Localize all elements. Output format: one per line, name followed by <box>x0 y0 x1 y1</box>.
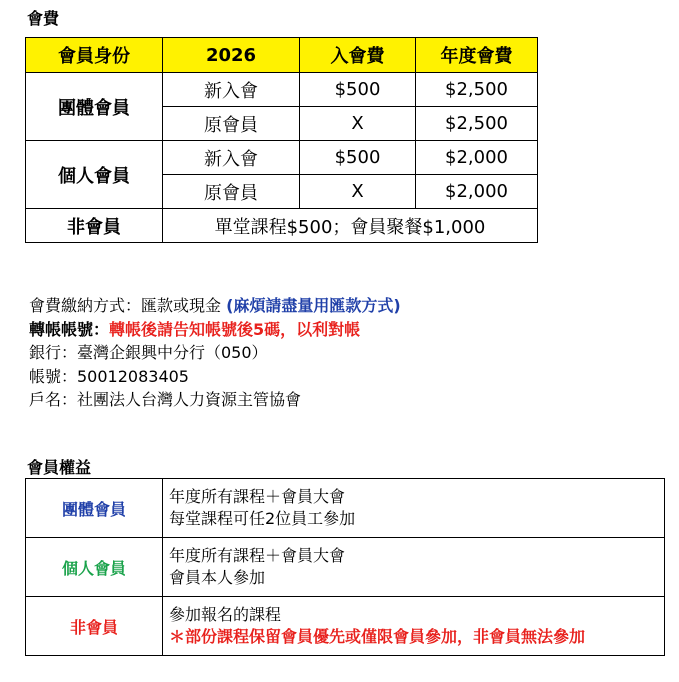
row-type: 原會員 <box>163 175 300 209</box>
row-annual-fee: $2,500 <box>416 73 538 107</box>
payment-method-label: 會費繳納方式： <box>29 296 142 315</box>
header-membership: 會員身份 <box>26 38 163 73</box>
table-row <box>26 73 538 107</box>
row-entry-fee: $500 <box>300 73 416 107</box>
benefit-line: 年度所有課程＋會員大會 <box>169 487 346 506</box>
fee-table <box>25 37 538 243</box>
transfer-note: 轉帳後請告知帳號後5碼，以利對帳 <box>109 319 361 339</box>
header-year: 2026 <box>163 38 300 73</box>
fee-table-header-row <box>26 38 538 73</box>
benefit-desc-individual <box>163 538 665 597</box>
benefits-table <box>25 478 665 656</box>
row-type: 原會員 <box>163 107 300 141</box>
payment-info <box>29 294 401 412</box>
transfer-label: 轉帳帳號： <box>29 319 110 339</box>
benefit-line: 參加報名的課程 <box>169 605 282 624</box>
account-line: 帳號：50012083405 <box>29 366 189 386</box>
bank-line: 銀行：臺灣企銀興中分行（050） <box>29 343 268 362</box>
table-row <box>26 597 665 656</box>
row-type: 新入會 <box>163 73 300 107</box>
benefit-line: 會員本人參加 <box>169 568 266 587</box>
row-annual-fee: $2,000 <box>416 175 538 209</box>
non-member-label: 非會員 <box>26 209 163 243</box>
account-name-line: 戶名：社團法人台灣人力資源主管協會 <box>29 390 302 409</box>
row-entry-fee: X <box>300 107 416 141</box>
row-entry-fee: X <box>300 175 416 209</box>
row-type: 新入會 <box>163 141 300 175</box>
benefit-desc-non-member <box>163 597 665 656</box>
table-row <box>26 479 665 538</box>
benefit-line: 年度所有課程＋會員大會 <box>169 546 346 565</box>
benefit-label-individual: 個人會員 <box>26 538 163 597</box>
row-annual-fee: $2,500 <box>416 107 538 141</box>
benefit-line: 每堂課程可任2位員工參加 <box>169 509 356 528</box>
table-row <box>26 538 665 597</box>
row-annual-fee: $2,000 <box>416 141 538 175</box>
header-entry-fee: 入會費 <box>300 38 416 73</box>
row-entry-fee: $500 <box>300 141 416 175</box>
fee-section-title: 會費 <box>27 9 60 28</box>
individual-member-label: 個人會員 <box>26 141 163 209</box>
benefit-label-non-member: 非會員 <box>26 597 163 656</box>
payment-method-line <box>29 294 401 318</box>
table-row <box>26 209 538 243</box>
benefit-label-group: 團體會員 <box>26 479 163 538</box>
group-member-label: 團體會員 <box>26 73 163 141</box>
transfer-line <box>29 318 401 342</box>
benefit-desc-group <box>163 479 665 538</box>
benefit-note: ＊部份課程保留會員優先或僅限會員參加，非會員無法參加 <box>169 627 586 646</box>
non-member-fee-text: 單堂課程$500；會員聚餐$1,000 <box>163 209 538 243</box>
table-row <box>26 141 538 175</box>
header-annual-fee: 年度會費 <box>416 38 538 73</box>
payment-method-value: 匯款或現金 <box>141 296 227 315</box>
benefits-section-title: 會員權益 <box>27 458 92 477</box>
payment-method-note: (麻煩請盡量用匯款方式) <box>226 296 401 315</box>
